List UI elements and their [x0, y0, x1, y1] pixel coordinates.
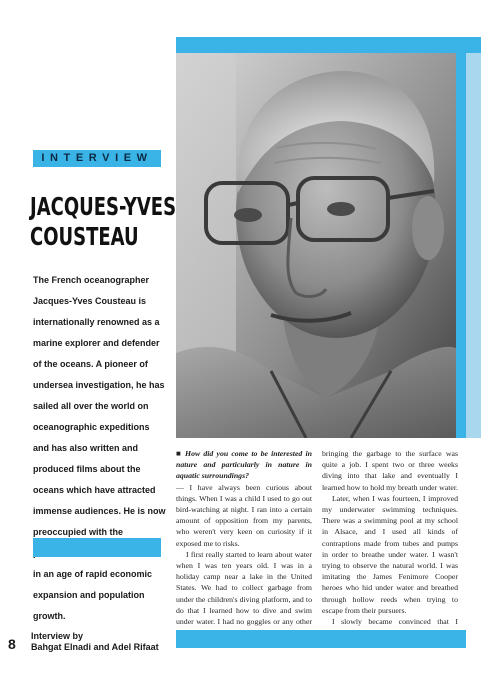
byline-authors: Bahgat Elnadi and Adel Rifaat	[31, 642, 159, 652]
square-bullet-icon: ■	[176, 449, 183, 458]
title-line-1: JACQUES-YVES	[30, 192, 177, 221]
interview-question	[176, 448, 312, 482]
bottom-left-accent-bar	[33, 538, 161, 557]
top-accent-bar	[176, 37, 481, 53]
portrait-photo	[176, 53, 456, 438]
page-title	[30, 192, 177, 252]
intro-paragraph: The French oceanographer Jacques-Yves Cousteau is internationally renowned as a marine explorer and defender of the oceans. A pioneer of undersea investigation, he has sailed all over the world on oceanographic expeditions and has also written and produced films about the oceans which have attracted immense audiences. He is now preoccupied with the in an age of rapid economic expansion and population growth.	[33, 275, 166, 621]
answer-paragraph: I slowly became convinced that I	[332, 617, 458, 627]
title-line-2: COUSTEAU	[30, 222, 139, 251]
section-label: INTERVIEW	[33, 150, 161, 167]
byline-label: Interview by	[31, 631, 84, 641]
question-text: How did you come to be interested in nature and particularly in nature in aquatic surroundings?	[176, 449, 312, 481]
page-number: 8	[8, 636, 16, 652]
answer-paragraph: bringing the garbage to the surface was quite a job. I spent two or three weeks diving into that lake and eventually I learned how to hold my breath under water.	[322, 449, 458, 492]
article-column-right	[322, 448, 458, 650]
bottom-right-accent-bar	[176, 630, 466, 648]
answer-paragraph: Later, when I was fourteen, I improved my underwater swimming techniques. There was a swimming pool at my school in Alsace, and I used all kinds of contraptions made from tubes and pumps in order to breathe under water. I wasn't trying to observe the natural world. I was imitating the James Fenimore Cooper heroes who hid under water and breathed through hollow reeds when trying to escape from their pursuers.	[322, 493, 458, 615]
article-column-left	[176, 448, 312, 638]
byline	[31, 631, 159, 653]
article-body	[176, 448, 466, 648]
right-accent-strip	[466, 53, 481, 438]
portrait-illustration	[176, 53, 456, 438]
answer-paragraph: I first really started to learn about water when I was ten years old. I was in a holiday camp near a lake in the United States. We had to collect garbage from under the children's diving platform, and to do that I learned how to dive and swim under water. I had no goggles or any other	[176, 549, 312, 627]
answer-paragraph: — I have always been curious about things. When I was a child I used to go out bird-watching at night. I ran into a certain amount of opposition from my parents, who weren't very keen on curiosity if it exposed me to risks.	[176, 482, 312, 548]
